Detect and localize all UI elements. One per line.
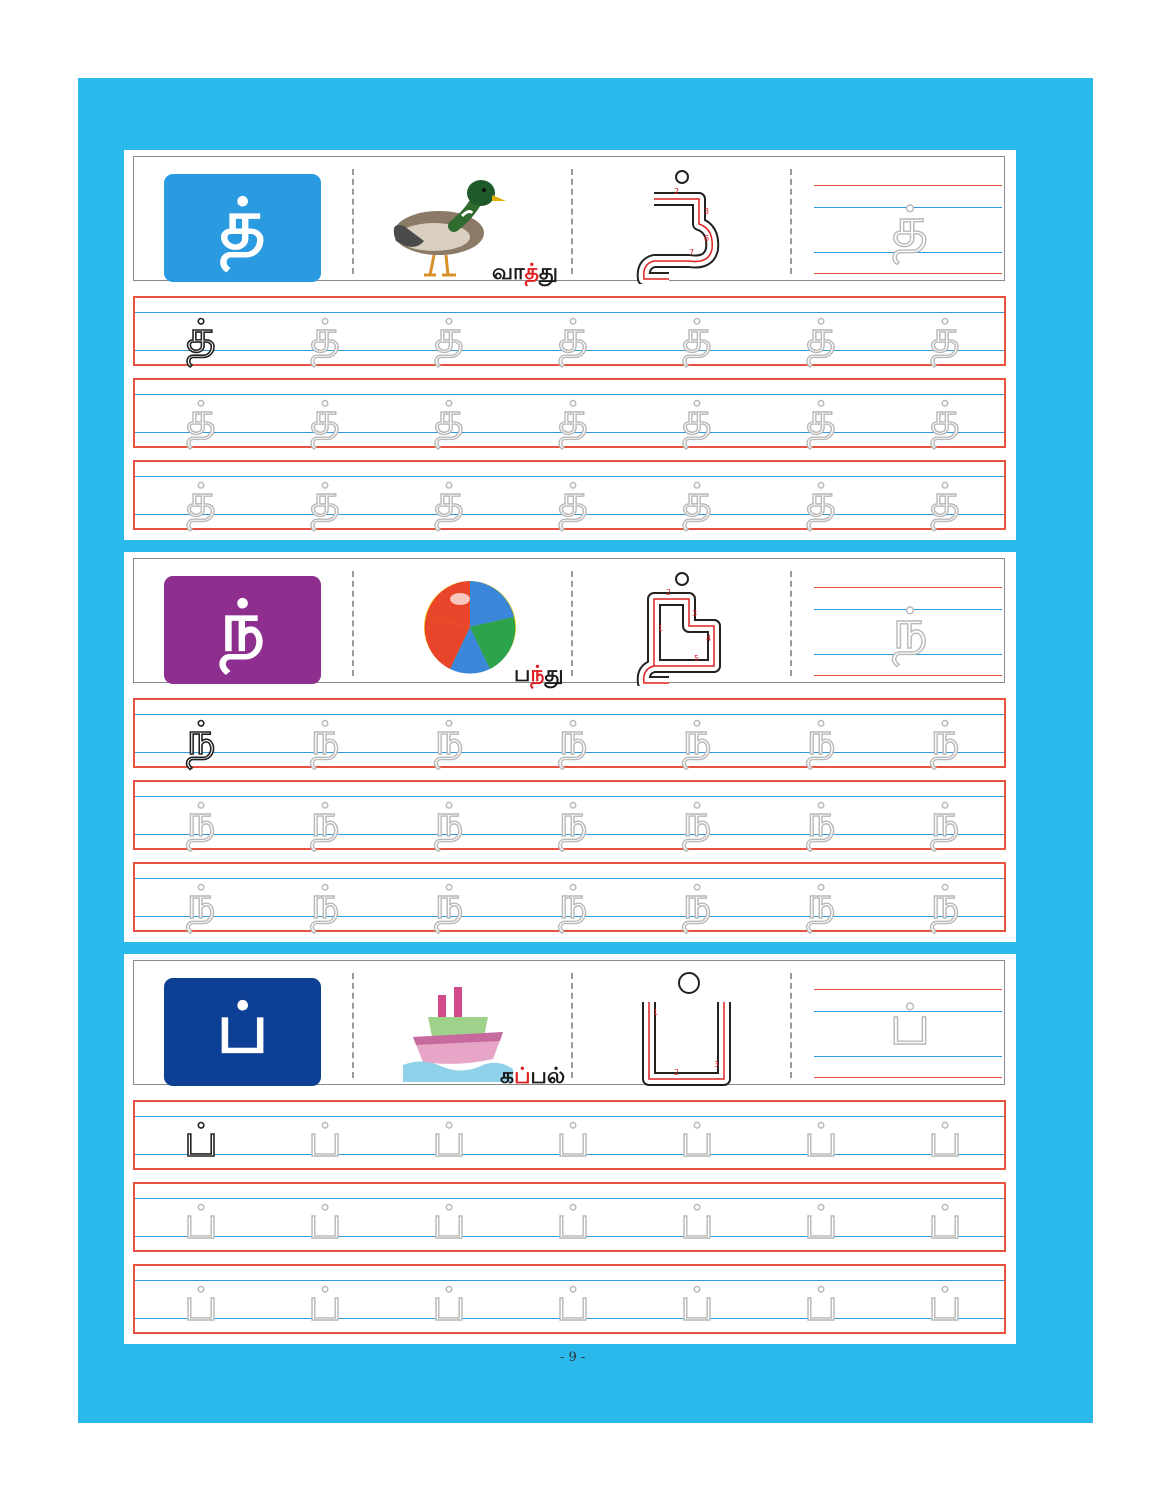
- dashed-divider: [790, 571, 792, 676]
- trace-letter: ந்: [892, 597, 928, 662]
- stroke-order-guide: [634, 967, 734, 1087]
- letter-section-2: [124, 552, 1016, 942]
- trace-letter: ப்: [431, 1195, 467, 1249]
- practice-row: [133, 1182, 1006, 1252]
- mini-writing-guide: [814, 559, 1002, 684]
- trace-letter: ந்: [806, 711, 836, 765]
- trace-letter: ப்: [555, 1195, 591, 1249]
- dashed-divider: [352, 973, 354, 1078]
- trace-letter: ந்: [930, 875, 960, 929]
- dashed-divider: [352, 571, 354, 676]
- trace-letter: ந்: [930, 793, 960, 847]
- trace-letter: ப்: [307, 1195, 343, 1249]
- trace-letter: ப்: [889, 993, 931, 1058]
- trace-letter: த்: [806, 309, 836, 363]
- letter-section-1: [124, 150, 1016, 540]
- trace-letter: ப்: [803, 1277, 839, 1331]
- trace-letter: த்: [186, 391, 216, 445]
- letter-section-3: [124, 954, 1016, 1344]
- trace-letter: ந்: [682, 875, 712, 929]
- trace-letter: ப்: [555, 1277, 591, 1331]
- trace-letter: த்: [558, 473, 588, 527]
- trace-letter: த்: [434, 391, 464, 445]
- trace-letter: த்: [310, 391, 340, 445]
- dashed-divider: [790, 973, 792, 1078]
- svg-text:1: 1: [653, 1008, 659, 1017]
- trace-letter: ந்: [558, 875, 588, 929]
- practice-row: [133, 1100, 1006, 1170]
- trace-letter: த்: [806, 473, 836, 527]
- trace-letter: த்: [930, 473, 960, 527]
- trace-letter: ப்: [679, 1113, 715, 1167]
- svg-text:2: 2: [674, 187, 680, 196]
- trace-letter: ப்: [183, 1277, 219, 1331]
- dashed-divider: [352, 169, 354, 274]
- dashed-divider: [571, 973, 573, 1078]
- beach-ball-icon: [420, 577, 520, 677]
- svg-text:4: 4: [706, 634, 712, 643]
- trace-letter: ந்: [806, 875, 836, 929]
- trace-letter: த்: [186, 309, 216, 363]
- trace-letter: ந்: [682, 711, 712, 765]
- trace-letter: ப்: [927, 1277, 963, 1331]
- badge-letter: த்: [219, 182, 266, 265]
- trace-letter: ந்: [806, 793, 836, 847]
- trace-letter: த்: [806, 391, 836, 445]
- trace-letter: ப்: [679, 1277, 715, 1331]
- practice-row: [133, 296, 1006, 366]
- svg-text:2: 2: [666, 588, 672, 597]
- picture-word: பந்து: [514, 662, 564, 687]
- trace-letter: ந்: [558, 793, 588, 847]
- trace-letter: ப்: [431, 1277, 467, 1331]
- trace-letter: த்: [434, 473, 464, 527]
- trace-letter: ந்: [186, 711, 216, 765]
- trace-letter: த்: [558, 391, 588, 445]
- trace-letter: ப்: [307, 1113, 343, 1167]
- section-header: [133, 558, 1005, 687]
- trace-letter: ந்: [186, 875, 216, 929]
- trace-letter: த்: [434, 309, 464, 363]
- svg-text:5: 5: [694, 654, 700, 663]
- trace-letter: ந்: [930, 711, 960, 765]
- trace-letter: ப்: [927, 1113, 963, 1167]
- letter-badge: [164, 576, 321, 684]
- trace-letter: ப்: [307, 1277, 343, 1331]
- dashed-divider: [571, 571, 573, 676]
- stroke-order-guide: [634, 571, 734, 686]
- trace-letter: த்: [891, 195, 929, 260]
- trace-letter: த்: [930, 391, 960, 445]
- trace-letter: த்: [558, 309, 588, 363]
- trace-letter: ப்: [803, 1195, 839, 1249]
- trace-letter: த்: [682, 391, 712, 445]
- trace-letter: த்: [930, 309, 960, 363]
- badge-letter: ப்: [216, 986, 269, 1069]
- trace-letter: ந்: [310, 711, 340, 765]
- trace-letter: ப்: [803, 1113, 839, 1167]
- svg-text:3: 3: [692, 609, 698, 618]
- practice-row: [133, 698, 1006, 768]
- trace-letter: ந்: [682, 793, 712, 847]
- svg-text:7: 7: [689, 248, 695, 257]
- svg-text:6: 6: [704, 234, 710, 243]
- letter-badge: [164, 978, 321, 1086]
- mini-writing-guide: [814, 157, 1002, 282]
- trace-letter: த்: [310, 473, 340, 527]
- trace-letter: ப்: [679, 1195, 715, 1249]
- practice-row: [133, 780, 1006, 850]
- svg-text:3: 3: [704, 207, 710, 216]
- trace-letter: த்: [682, 309, 712, 363]
- trace-letter: த்: [310, 309, 340, 363]
- practice-row: [133, 1264, 1006, 1334]
- practice-row: [133, 378, 1006, 448]
- trace-letter: ந்: [558, 711, 588, 765]
- picture-word: கப்பல்: [500, 1064, 566, 1089]
- trace-letter: ந்: [310, 793, 340, 847]
- dashed-divider: [790, 169, 792, 274]
- trace-letter: ந்: [434, 711, 464, 765]
- trace-letter: த்: [186, 473, 216, 527]
- svg-text:3: 3: [714, 1060, 720, 1069]
- svg-text:1: 1: [658, 624, 664, 633]
- trace-letter: ப்: [555, 1113, 591, 1167]
- practice-row: [133, 460, 1006, 530]
- trace-letter: ப்: [183, 1113, 219, 1167]
- trace-letter: ந்: [434, 793, 464, 847]
- dashed-divider: [571, 169, 573, 274]
- trace-letter: ந்: [310, 875, 340, 929]
- trace-letter: ப்: [183, 1195, 219, 1249]
- section-header: [133, 960, 1005, 1089]
- badge-letter: ந்: [220, 584, 265, 667]
- trace-letter: ப்: [431, 1113, 467, 1167]
- duck-icon: [384, 171, 509, 281]
- mini-writing-guide: [814, 961, 1002, 1086]
- svg-text:2: 2: [674, 1068, 680, 1077]
- stroke-order-guide: [634, 169, 734, 284]
- picture-word: வாத்து: [492, 260, 558, 285]
- section-header: [133, 156, 1005, 285]
- trace-letter: த்: [682, 473, 712, 527]
- practice-row: [133, 862, 1006, 932]
- trace-letter: ப்: [927, 1195, 963, 1249]
- trace-letter: ந்: [186, 793, 216, 847]
- page-number: - 9 -: [560, 1350, 586, 1365]
- letter-badge: [164, 174, 321, 282]
- trace-letter: ந்: [434, 875, 464, 929]
